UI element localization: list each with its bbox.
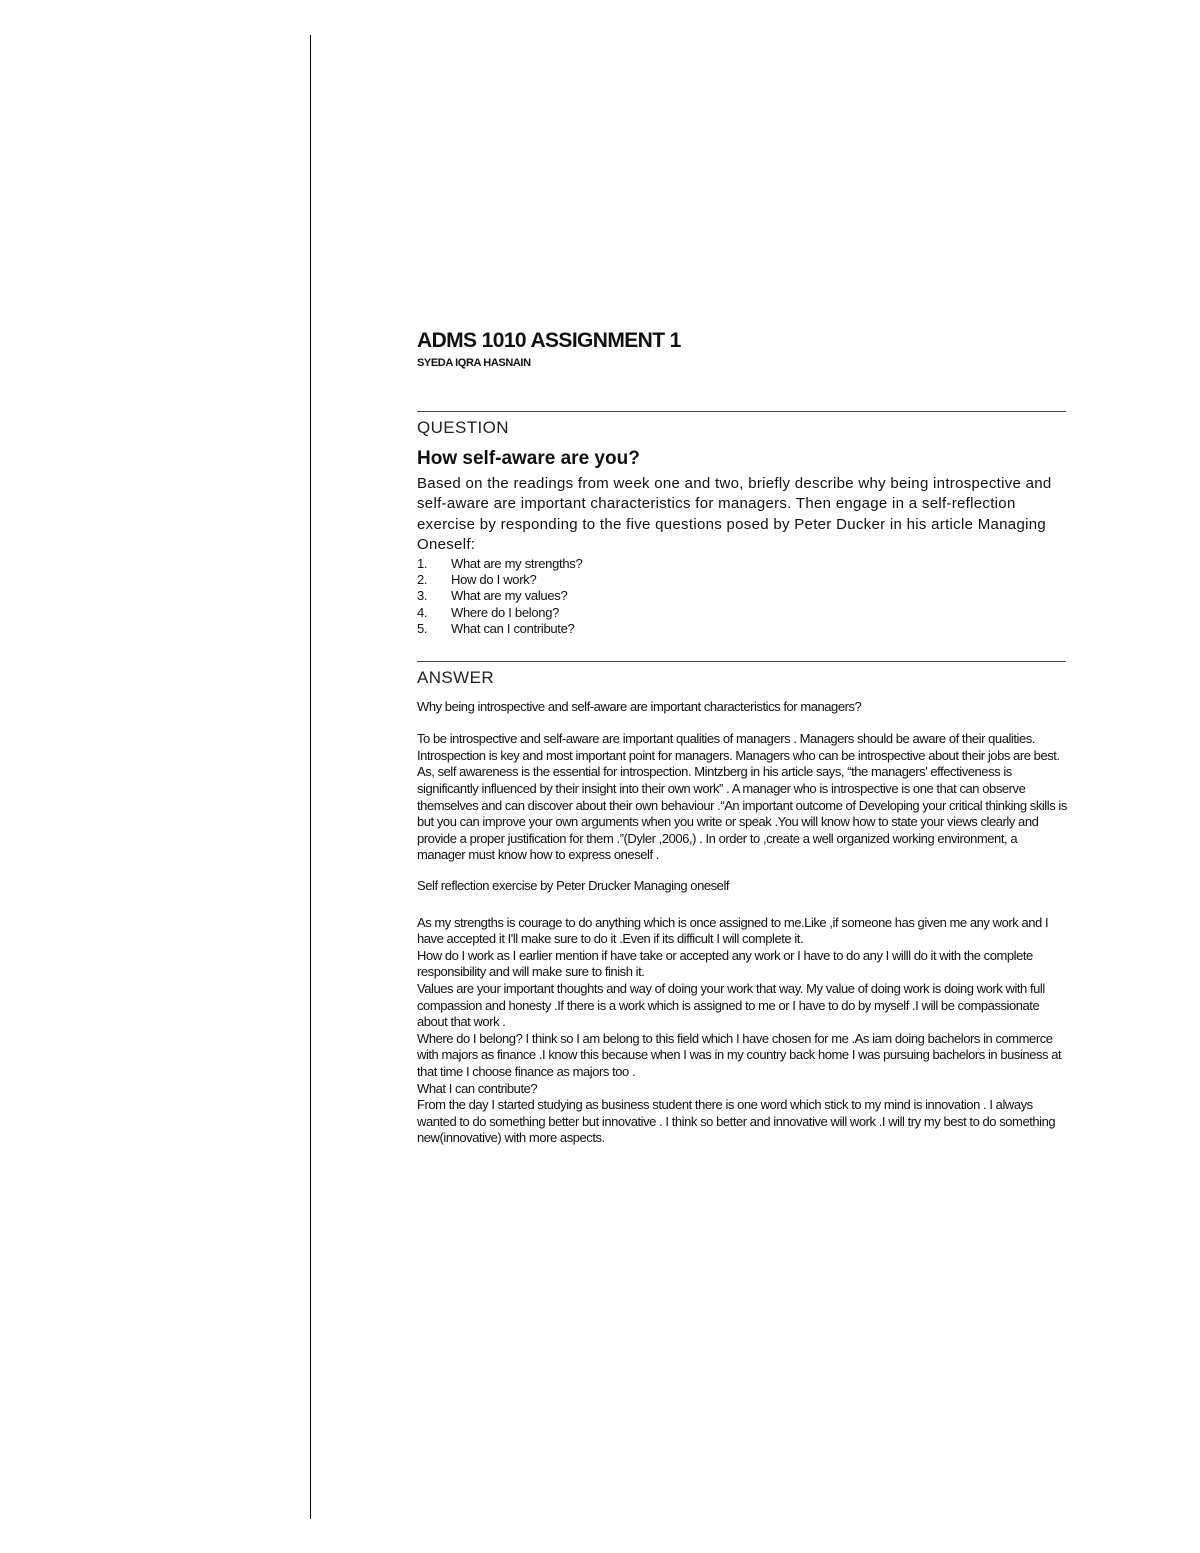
answer-question-line: Why being introspective and self-aware are important characteristics for managers? bbox=[417, 698, 862, 714]
list-text: What are my strengths? bbox=[451, 555, 583, 571]
list-item bbox=[417, 605, 1067, 621]
left-margin-rule bbox=[310, 35, 311, 1519]
document-title: ADMS 1010 ASSIGNMENT 1 bbox=[417, 329, 681, 352]
list-item bbox=[417, 556, 1067, 572]
document-content bbox=[417, 328, 1067, 1147]
list-text: Where do I belong? bbox=[451, 604, 560, 620]
answer-paragraph-contribute: From the day I started studying as business student there is one word which stick to my mind is innovation . I always wanted to do something better but innovative . I think so better and innovative will work .I will try my best to do something new(innovative) with more aspects. bbox=[417, 1097, 1056, 1146]
list-text: How do I work? bbox=[451, 572, 537, 588]
answer-label: ANSWER bbox=[417, 667, 495, 687]
answer-paragraph-work: How do I work as I earlier mention if have take or accepted any work or I have to do any I willl do it with the complete responsibility and will make sure to finish it. bbox=[417, 947, 1033, 980]
list-text: What are my values? bbox=[451, 588, 568, 604]
question-list bbox=[417, 556, 1067, 638]
list-item bbox=[417, 588, 1067, 604]
answer-divider bbox=[417, 661, 1066, 662]
list-number: 4. bbox=[417, 604, 428, 620]
list-item bbox=[417, 621, 1067, 637]
answer-paragraph-introspection: To be introspective and self-aware are important qualities of managers . Managers should be aware of their qualities. Introspection is key and most important point for managers. Managers who can be introspective about their jobs are best. As, self awareness is the essential for introspection. Mintzberg in his article says, “the managers' effectiveness is significantly influenced by their insight into their own work” . A manager who is introspective is one that can observe themselves and can discover about their own behaviour .“An important outcome of Developing your critical thinking skills is but you can improve your own arguments when you write or speak .You will know how to state your views clearly and provide a proper justification for them .”(Dyler ,2006,) . In order to ,create a well organized working environment, a manager must know how to express oneself . bbox=[417, 731, 1067, 863]
contribute-question: What I can contribute? bbox=[417, 1080, 538, 1096]
question-heading: How self-aware are you? bbox=[417, 448, 640, 469]
list-item bbox=[417, 572, 1067, 588]
answer-paragraph-values: Values are your important thoughts and way of doing your work that way. My value of doing work is doing work with full compassion and honesty .If there is a work which is assigned to me or I have to do by myself .I will be compassionate about that work . bbox=[417, 980, 1045, 1030]
author-name: SYEDA IQRA HASNAIN bbox=[417, 357, 531, 369]
question-divider bbox=[417, 411, 1066, 412]
list-number: 5. bbox=[417, 621, 428, 637]
list-number: 1. bbox=[417, 555, 428, 571]
question-intro: Based on the readings from week one and two, briefly describe why being introspective and self-aware are important characteristics for managers. Then engage in a self-reflection exercise by responding to the five questions posed by Peter Ducker in his article Managing Oneself: bbox=[417, 475, 1052, 554]
exercise-title: Self reflection exercise by Peter Drucker Managing oneself bbox=[417, 878, 730, 893]
answer-paragraph-strengths: As my strengths is courage to do anything which is once assigned to me.Like ,if someone has given me any work and I have accepted it I'll make sure to do it .Even if its difficult I will complete it. bbox=[417, 914, 1049, 947]
list-number: 3. bbox=[417, 588, 428, 604]
list-number: 2. bbox=[417, 572, 428, 588]
question-label: QUESTION bbox=[417, 418, 509, 437]
list-text: What can I contribute? bbox=[451, 621, 575, 637]
answer-paragraph-belong: Where do I belong? I think so I am belong to this field which I have chosen for me .As iam doing bachelors in commerce with majors as finance .I know this because when I was in my country back home I was pursuing bachelors in business at that time I choose finance as majors too . bbox=[417, 1030, 1062, 1079]
